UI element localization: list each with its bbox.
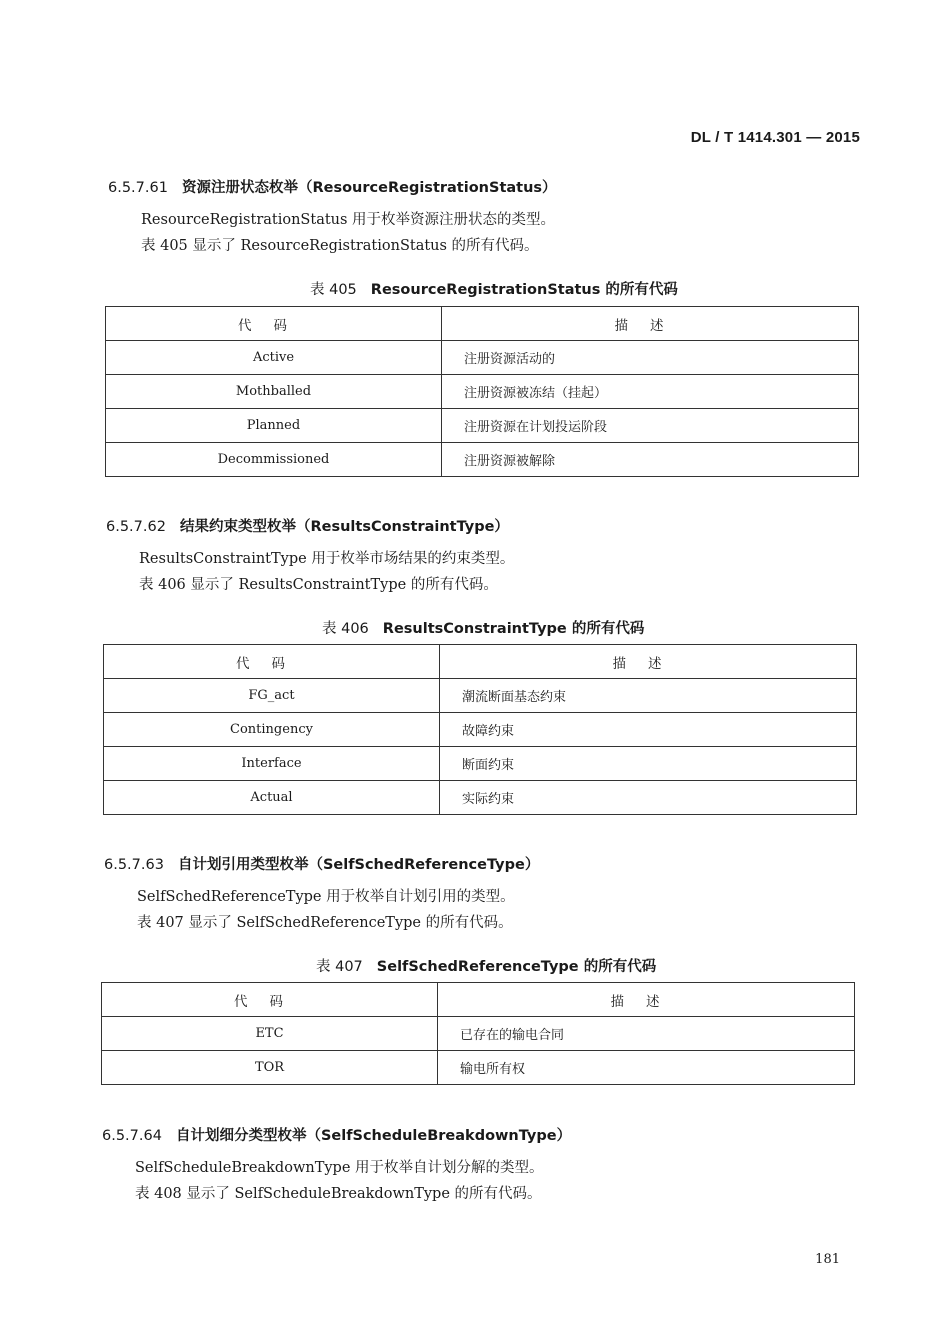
code-table-407 bbox=[101, 982, 855, 1085]
section-heading-64 bbox=[102, 1124, 571, 1145]
cell-desc: 注册资源被解除 bbox=[442, 443, 859, 477]
table-row bbox=[106, 409, 859, 443]
cell-code: Active bbox=[106, 341, 442, 375]
section-paragraph: 表 408 显示了 SelfScheduleBreakdownType 的所有代码。 bbox=[135, 1186, 542, 1202]
table-row bbox=[106, 341, 859, 375]
cell-code: Mothballed bbox=[106, 375, 442, 409]
table-row bbox=[102, 1017, 855, 1051]
cell-desc: 已存在的输电合同 bbox=[438, 1017, 855, 1051]
section-paragraph: ResultsConstraintType 用于枚举市场结果的约束类型。 bbox=[139, 551, 515, 567]
column-header-code: 代码 bbox=[104, 645, 440, 679]
table-number: 表 407 bbox=[316, 959, 363, 975]
table-caption-407 bbox=[316, 955, 656, 976]
table-row bbox=[102, 1051, 855, 1085]
section-title: 自计划引用类型枚举（SelfSchedReferenceType） bbox=[177, 857, 540, 873]
column-header-code: 代码 bbox=[106, 307, 442, 341]
cell-code: Planned bbox=[106, 409, 442, 443]
table-caption-405 bbox=[310, 278, 678, 299]
table-caption-406 bbox=[322, 617, 644, 638]
section-heading-61 bbox=[108, 176, 557, 197]
code-table-406 bbox=[103, 644, 857, 815]
cell-desc: 故障约束 bbox=[440, 713, 857, 747]
table-number: 表 405 bbox=[310, 282, 357, 298]
section-heading-62 bbox=[106, 515, 509, 536]
section-number: 6.5.7.62 bbox=[106, 519, 166, 535]
table-header-row bbox=[102, 983, 855, 1017]
table-number: 表 406 bbox=[322, 621, 369, 637]
column-header-desc: 描述 bbox=[442, 307, 859, 341]
page-number: 181 bbox=[815, 1252, 840, 1267]
cell-code: ETC bbox=[102, 1017, 438, 1051]
column-header-code: 代码 bbox=[102, 983, 438, 1017]
cell-code: Decommissioned bbox=[106, 443, 442, 477]
section-title: 自计划细分类型枚举（SelfScheduleBreakdownType） bbox=[175, 1128, 572, 1144]
cell-desc: 实际约束 bbox=[440, 781, 857, 815]
cell-code: Contingency bbox=[104, 713, 440, 747]
section-title: 结果约束类型枚举（ResultsConstraintType） bbox=[179, 519, 509, 535]
table-title: ResultsConstraintType 的所有代码 bbox=[382, 621, 645, 637]
cell-code: FG_act bbox=[104, 679, 440, 713]
cell-desc: 注册资源在计划投运阶段 bbox=[442, 409, 859, 443]
section-number: 6.5.7.61 bbox=[108, 180, 168, 196]
section-heading-63 bbox=[104, 853, 539, 874]
section-paragraph: 表 407 显示了 SelfSchedReferenceType 的所有代码。 bbox=[137, 915, 513, 931]
cell-code: TOR bbox=[102, 1051, 438, 1085]
table-row bbox=[104, 679, 857, 713]
section-number: 6.5.7.63 bbox=[104, 857, 164, 873]
code-table-405 bbox=[105, 306, 859, 477]
section-paragraph: SelfSchedReferenceType 用于枚举自计划引用的类型。 bbox=[137, 889, 515, 905]
section-paragraph: 表 405 显示了 ResourceRegistrationStatus 的所有代码。 bbox=[141, 238, 539, 254]
table-title: SelfSchedReferenceType 的所有代码 bbox=[376, 959, 657, 975]
column-header-desc: 描述 bbox=[438, 983, 855, 1017]
section-title: 资源注册状态枚举（ResourceRegistrationStatus） bbox=[181, 180, 557, 196]
column-header-desc: 描述 bbox=[440, 645, 857, 679]
table-header-row bbox=[104, 645, 857, 679]
section-paragraph: SelfScheduleBreakdownType 用于枚举自计划分解的类型。 bbox=[135, 1160, 544, 1176]
cell-desc: 潮流断面基态约束 bbox=[440, 679, 857, 713]
cell-code: Interface bbox=[104, 747, 440, 781]
table-row bbox=[104, 781, 857, 815]
table-row bbox=[106, 443, 859, 477]
table-row bbox=[106, 375, 859, 409]
table-row bbox=[104, 713, 857, 747]
section-paragraph: 表 406 显示了 ResultsConstraintType 的所有代码。 bbox=[139, 577, 498, 593]
section-paragraph: ResourceRegistrationStatus 用于枚举资源注册状态的类型。 bbox=[141, 212, 556, 228]
cell-desc: 断面约束 bbox=[440, 747, 857, 781]
cell-desc: 注册资源被冻结（挂起） bbox=[442, 375, 859, 409]
table-header-row bbox=[106, 307, 859, 341]
table-title: ResourceRegistrationStatus 的所有代码 bbox=[370, 282, 678, 298]
section-number: 6.5.7.64 bbox=[102, 1128, 162, 1144]
cell-code: Actual bbox=[104, 781, 440, 815]
cell-desc: 输电所有权 bbox=[438, 1051, 855, 1085]
cell-desc: 注册资源活动的 bbox=[442, 341, 859, 375]
table-row bbox=[104, 747, 857, 781]
document-code-header: DL / T 1414.301 — 2015 bbox=[690, 129, 860, 146]
